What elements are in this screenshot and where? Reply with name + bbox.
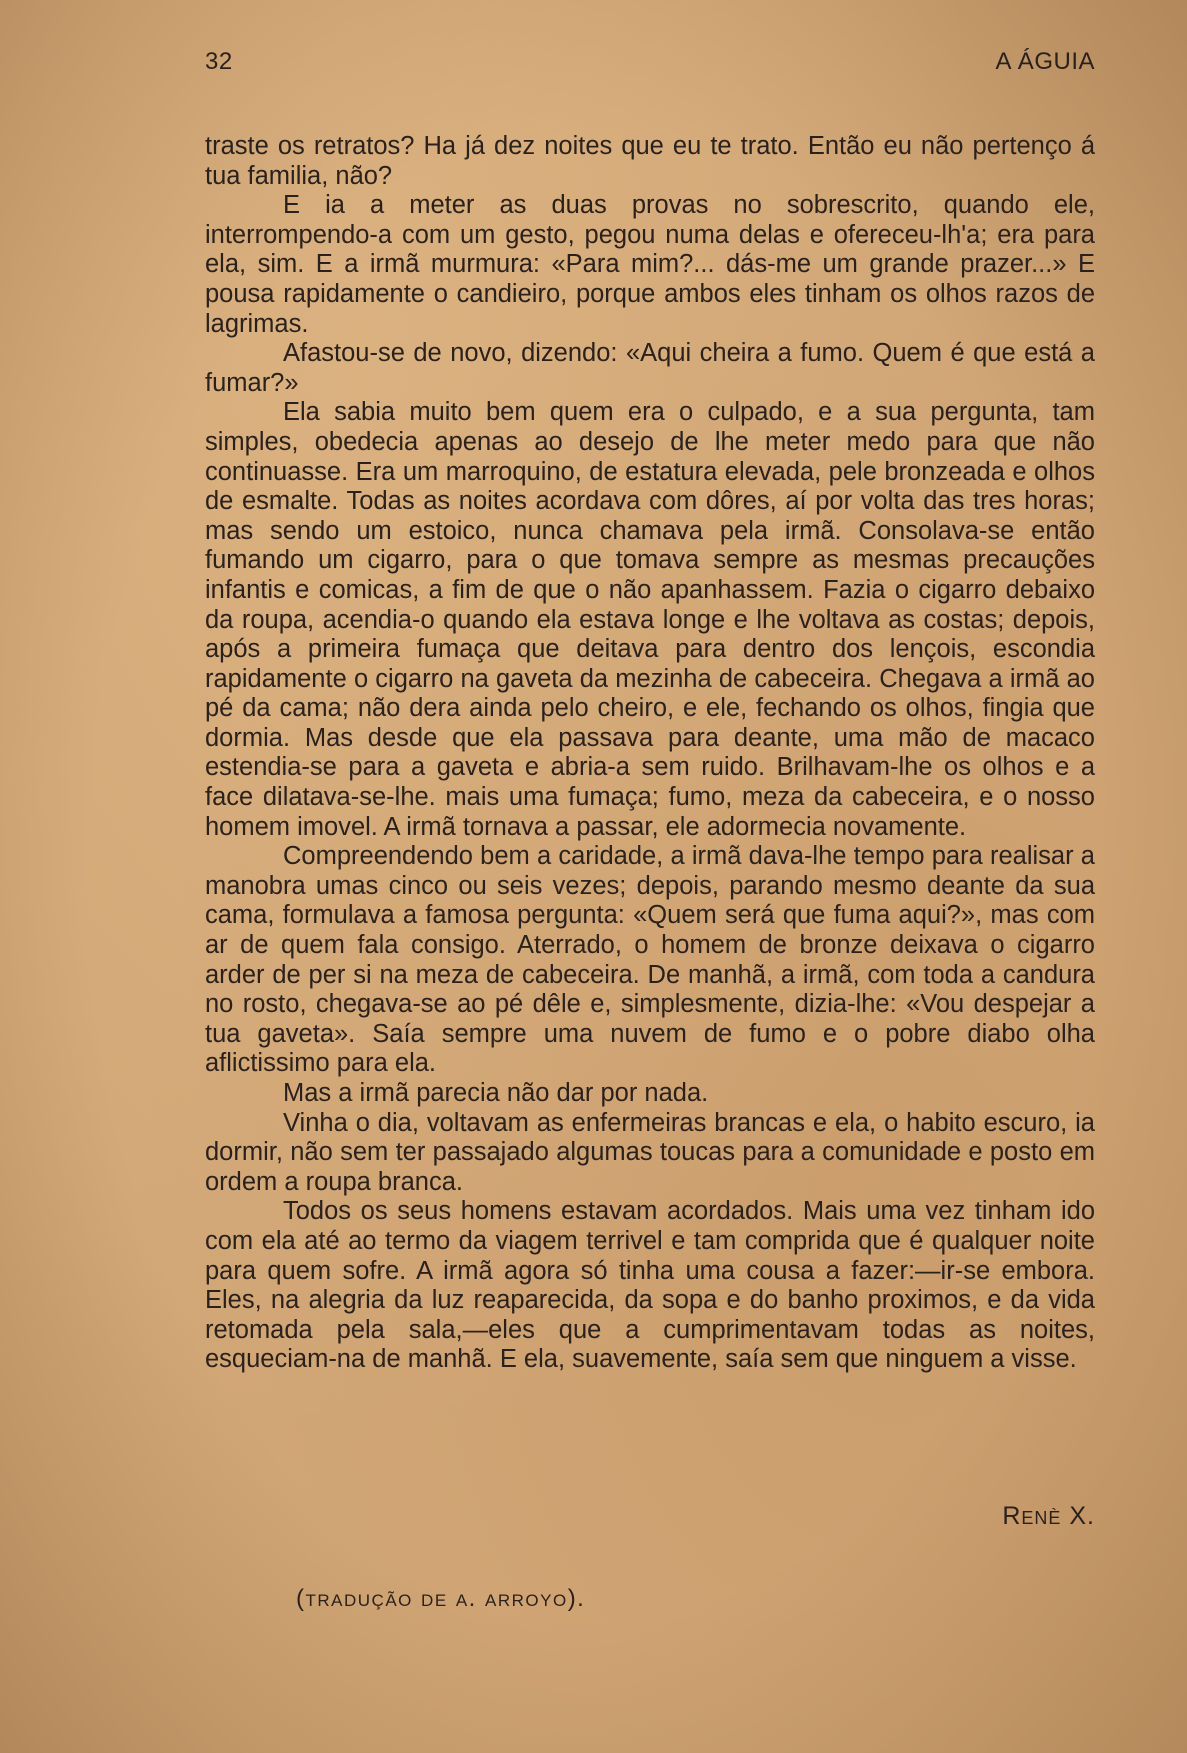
translation-credit: (tradução de a. arroyo).	[296, 1585, 586, 1612]
body-text	[205, 132, 1095, 1375]
paragraph: Todos os seus homens estavam acordados. Mais uma vez tinham ido com ela até ao termo da viagem terrivel e tam comprida que é qualquer noite para quem sofre. A irmã agora só tinha uma cousa a fazer:—ir-se embora. Eles, na alegria da luz reaparecida, da sopa e do banho proximos, e da vida retomada pela sala,—eles que a cumprimentavam todas as noites, esqueciam-na de manhã. E ela, suavemente, saía sem que ninguem a visse.	[205, 1197, 1095, 1374]
author-signature: Renè X.	[1002, 1502, 1095, 1530]
page-number: 32	[205, 48, 233, 75]
paragraph: Mas a irmã parecia não dar por nada.	[283, 1079, 709, 1107]
page-header	[205, 48, 1095, 82]
running-title: A ÁGUIA	[995, 48, 1095, 75]
paragraph: Compreendendo bem a caridade, a irmã dava-lhe tempo para realisar a manobra umas cinco ou seis vezes; depois, parando mesmo deante da sua cama, formulava a famosa pergunta: «Quem será que fuma aqui?», mas com ar de quem fala consigo. Aterrado, o homem de bronze deixava o cigarro arder de per si na meza de cabeceira. De manhã, a irmã, com toda a candura no rosto, chegava-se ao pé dêle e, simplesmente, dizia-lhe: «Vou despejar a tua gaveta». Saía sempre uma nuvem de fumo e o pobre diabo olha aflictissimo para ela.	[205, 842, 1095, 1078]
paragraph: E ia a meter as duas provas no sobrescrito, quando ele, interrompendo-a com um gesto, pegou numa delas e ofereceu-lh'a; era para ela, sim. E a irmã murmura: «Para mim?... dás-me um grande prazer...» E pousa rapidamente o candieiro, porque ambos eles tinham os olhos razos de lagrimas.	[205, 191, 1095, 338]
paragraph: Vinha o dia, voltavam as enfermeiras brancas e ela, o habito escuro, ia dormir, não sem ter passajado algumas toucas para a comunidade e posto em ordem a roupa branca.	[205, 1108, 1095, 1196]
paragraph: Afastou-se de novo, dizendo: «Aqui cheira a fumo. Quem é que está a fumar?»	[205, 339, 1095, 397]
paragraph: traste os retratos? Ha já dez noites que eu te trato. Então eu não pertenço á tua familia, não?	[205, 132, 1095, 190]
paragraph: Ela sabia muito bem quem era o culpado, e a sua pergunta, tam simples, obedecia apenas ao desejo de lhe meter medo para que não continuasse. Era um marroquino, de estatura elevada, pele bronzeada e olhos de esmalte. Todas as noites acordava com dôres, aí por volta das tres horas; mas sendo um estoico, nunca chamava pela irmã. Consolava-se então fumando um cigarro, para o que tomava sempre as mesmas precauções infantis e comicas, a fim de que o não apanhassem. Fazia o cigarro debaixo da roupa, acendia-o quando ela estava longe e lhe voltava as costas; depois, após a primeira fumaça que deitava para dentro dos lençois, escondia rapidamente o cigarro na gaveta da mezinha de cabeceira. Chegava a irmã ao pé da cama; não dera ainda pelo cheiro, e ele, fechando os olhos, fingia que dormia. Mas desde que ela passava para deante, uma mão de macaco estendia-se para a gaveta e abria-a sem ruido. Brilhavam-lhe os olhos e a face dilatava-se-lhe. mais uma fumaça; fumo, meza da cabeceira, e o nosso homem imovel. A irmã tornava a passar, ele adormecia novamente.	[205, 398, 1095, 841]
